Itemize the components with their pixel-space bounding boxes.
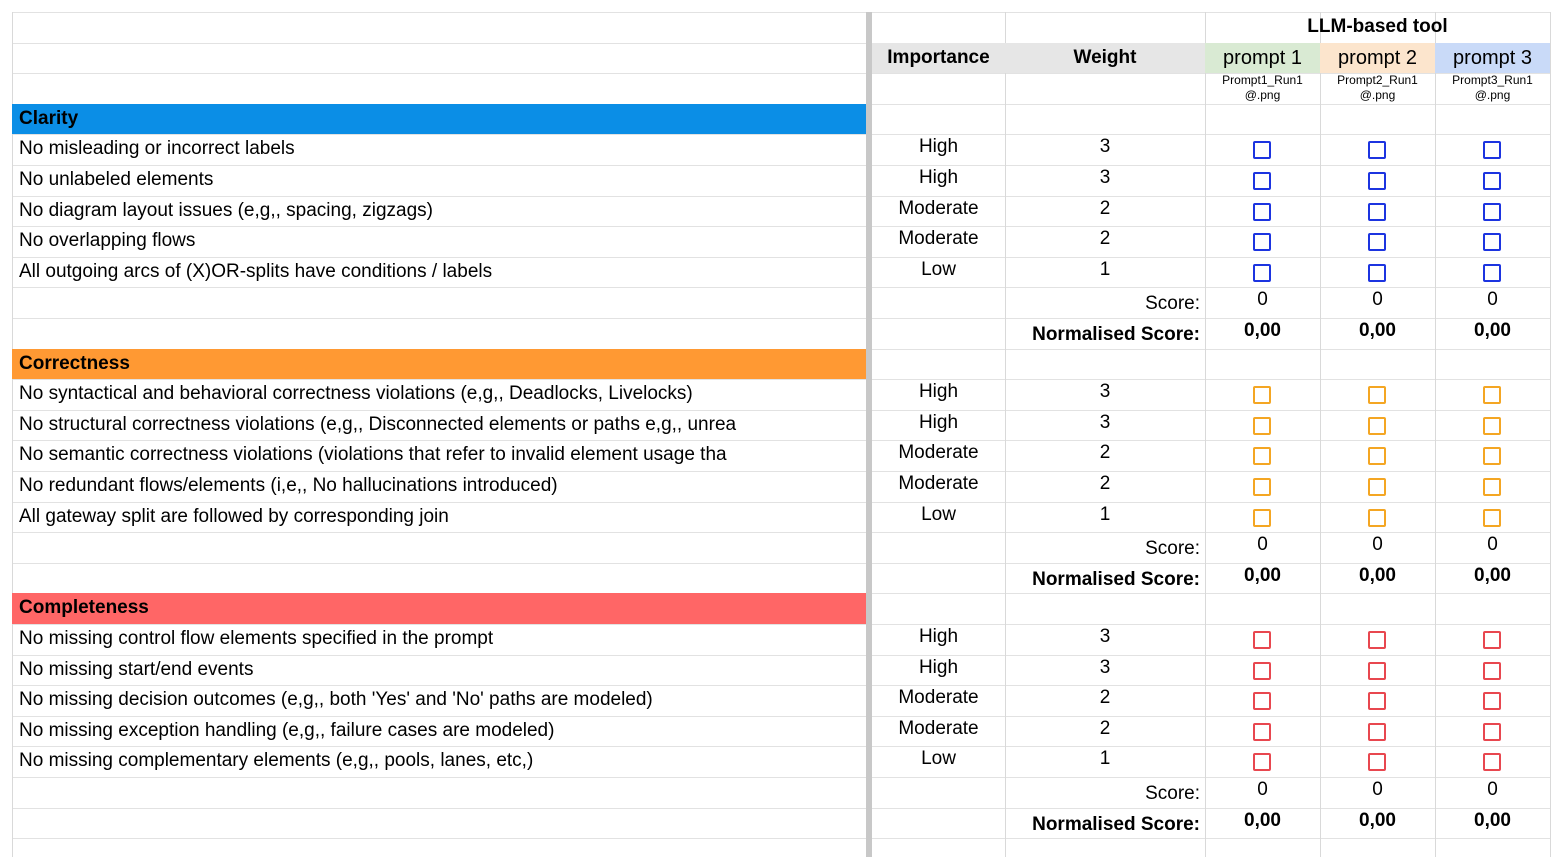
checkbox-clarity-prompt-1[interactable] xyxy=(1253,172,1271,190)
checkbox-clarity-prompt-1[interactable] xyxy=(1253,264,1271,282)
criterion-label[interactable]: No unlabeled elements xyxy=(19,169,214,190)
weight-value[interactable]: 3 xyxy=(1099,167,1111,188)
checkbox-clarity-prompt-1[interactable] xyxy=(1253,141,1271,159)
weight-value[interactable]: 1 xyxy=(1099,258,1111,280)
weight-value[interactable]: 3 xyxy=(1099,411,1111,433)
normalised-score-prompt-2[interactable]: 0,00 xyxy=(1359,809,1396,831)
checkbox-correctness-prompt-1[interactable] xyxy=(1253,386,1271,404)
importance-value[interactable]: Moderate xyxy=(898,717,979,739)
checkbox-completeness-prompt-2[interactable] xyxy=(1368,753,1386,771)
checkbox-correctness-prompt-2[interactable] xyxy=(1368,509,1386,527)
normalised-score-prompt-3[interactable]: 0,00 xyxy=(1474,320,1511,341)
importance-value[interactable]: Low xyxy=(921,258,956,280)
checkbox-clarity-prompt-3[interactable] xyxy=(1483,141,1501,159)
importance-value[interactable]: High xyxy=(918,167,959,188)
criterion-label[interactable]: No misleading or incorrect labels xyxy=(19,138,295,160)
importance-value[interactable]: Moderate xyxy=(898,687,979,709)
prompt-2-header[interactable]: prompt 2 xyxy=(1320,43,1435,74)
normalised-score-prompt-1[interactable]: 0,00 xyxy=(1244,564,1281,586)
checkbox-correctness-prompt-3[interactable] xyxy=(1483,417,1501,435)
checkbox-correctness-prompt-3[interactable] xyxy=(1483,447,1501,465)
criterion-label[interactable]: No semantic correctness violations (violations that refer to invalid element usage tha xyxy=(19,444,727,466)
normalised-score-prompt-3[interactable]: 0,00 xyxy=(1474,809,1511,831)
grid-col-line xyxy=(1320,12,1321,857)
importance-value[interactable]: High xyxy=(918,136,959,158)
weight-value[interactable]: 1 xyxy=(1099,503,1111,525)
criterion-label[interactable]: No overlapping flows xyxy=(19,230,196,252)
criterion-label[interactable]: No missing complementary elements (e,g,, pools, lanes, etc,) xyxy=(19,750,534,772)
prompt-2-file-label: Prompt2_Run1 @.png xyxy=(1337,73,1418,103)
checkbox-completeness-prompt-1[interactable] xyxy=(1253,662,1271,680)
section-header-correctness: Correctness xyxy=(12,349,866,380)
weight-value[interactable]: 2 xyxy=(1099,687,1111,709)
weight-value[interactable]: 3 xyxy=(1099,136,1111,158)
checkbox-completeness-prompt-2[interactable] xyxy=(1368,692,1386,710)
criterion-label[interactable]: No structural correctness violations (e,g,, Disconnected elements or paths e,g,, unrea xyxy=(19,413,737,435)
checkbox-clarity-prompt-3[interactable] xyxy=(1483,264,1501,282)
checkbox-correctness-prompt-3[interactable] xyxy=(1483,509,1501,527)
normalised-score-prompt-2[interactable]: 0,00 xyxy=(1359,564,1396,586)
criterion-label[interactable]: No missing control flow elements specified in the prompt xyxy=(19,628,494,649)
normalised-score-prompt-2[interactable]: 0,00 xyxy=(1359,320,1396,341)
importance-value[interactable]: High xyxy=(918,381,959,403)
importance-value[interactable]: High xyxy=(918,411,959,433)
normalised-score-prompt-1[interactable]: 0,00 xyxy=(1244,320,1281,341)
checkbox-correctness-prompt-2[interactable] xyxy=(1368,386,1386,404)
criterion-label[interactable]: No missing decision outcomes (e,g,, both 'Yes' and 'No' paths are modeled) xyxy=(19,689,653,711)
checkbox-clarity-prompt-1[interactable] xyxy=(1253,203,1271,221)
weight-value[interactable]: 3 xyxy=(1099,656,1111,678)
score-value-prompt-2[interactable]: 0 xyxy=(1372,779,1383,800)
normalised-score-label: Normalised Score: xyxy=(1032,324,1200,345)
checkbox-clarity-prompt-3[interactable] xyxy=(1483,203,1501,221)
criterion-label[interactable]: No diagram layout issues (e,g,, spacing, zigzags) xyxy=(19,199,433,221)
score-value-prompt-1[interactable]: 0 xyxy=(1257,534,1268,556)
prompt-1-file-label: Prompt1_Run1 @.png xyxy=(1222,73,1303,103)
checkbox-completeness-prompt-3[interactable] xyxy=(1483,723,1501,741)
criterion-label[interactable]: All gateway split are followed by corresponding join xyxy=(19,505,449,527)
weight-value[interactable]: 2 xyxy=(1099,197,1111,219)
checkbox-correctness-prompt-2[interactable] xyxy=(1368,417,1386,435)
score-label: Score: xyxy=(1145,783,1200,804)
weight-column-header: Weight xyxy=(1005,43,1205,74)
normalised-score-label: Normalised Score: xyxy=(1032,568,1200,590)
score-value-prompt-3[interactable]: 0 xyxy=(1487,289,1498,311)
checkbox-completeness-prompt-3[interactable] xyxy=(1483,631,1501,649)
score-value-prompt-2[interactable]: 0 xyxy=(1372,289,1383,311)
criterion-label[interactable]: No missing exception handling (e,g,, failure cases are modeled) xyxy=(19,719,555,741)
checkbox-completeness-prompt-3[interactable] xyxy=(1483,753,1501,771)
checkbox-completeness-prompt-2[interactable] xyxy=(1368,662,1386,680)
checkbox-correctness-prompt-1[interactable] xyxy=(1253,509,1271,527)
checkbox-completeness-prompt-1[interactable] xyxy=(1253,723,1271,741)
normalised-score-label: Normalised Score: xyxy=(1032,813,1200,835)
checkbox-clarity-prompt-3[interactable] xyxy=(1483,233,1501,251)
importance-value[interactable]: High xyxy=(918,626,959,647)
checkbox-clarity-prompt-3[interactable] xyxy=(1483,172,1501,190)
checkbox-clarity-prompt-2[interactable] xyxy=(1368,141,1386,159)
checkbox-clarity-prompt-2[interactable] xyxy=(1368,264,1386,282)
section-header-completeness: Completeness xyxy=(12,593,866,624)
weight-value[interactable]: 2 xyxy=(1099,473,1111,494)
score-value-prompt-1[interactable]: 0 xyxy=(1257,289,1268,311)
importance-value[interactable]: Moderate xyxy=(898,442,979,464)
weight-value[interactable]: 3 xyxy=(1099,381,1111,403)
checkbox-correctness-prompt-2[interactable] xyxy=(1368,478,1386,496)
normalised-score-prompt-1[interactable]: 0,00 xyxy=(1244,809,1281,831)
checkbox-completeness-prompt-3[interactable] xyxy=(1483,662,1501,680)
weight-value[interactable]: 2 xyxy=(1099,442,1111,464)
importance-value[interactable]: Moderate xyxy=(898,228,979,250)
criterion-label[interactable]: No redundant flows/elements (i,e,, No hallucinations introduced) xyxy=(19,475,558,496)
grid-col-line xyxy=(1205,12,1206,857)
checkbox-correctness-prompt-2[interactable] xyxy=(1368,447,1386,465)
score-value-prompt-3[interactable]: 0 xyxy=(1487,779,1498,800)
checkbox-clarity-prompt-2[interactable] xyxy=(1368,233,1386,251)
criterion-label[interactable]: No syntactical and behavioral correctness violations (e,g,, Deadlocks, Livelocks) xyxy=(19,383,693,405)
criterion-label[interactable]: All outgoing arcs of (X)OR-splits have conditions / labels xyxy=(19,260,493,282)
grid-col-line xyxy=(1550,12,1551,857)
checkbox-completeness-prompt-1[interactable] xyxy=(1253,631,1271,649)
checkbox-completeness-prompt-2[interactable] xyxy=(1368,723,1386,741)
normalised-score-prompt-3[interactable]: 0,00 xyxy=(1474,564,1511,586)
importance-value[interactable]: Low xyxy=(921,503,956,525)
checkbox-clarity-prompt-2[interactable] xyxy=(1368,203,1386,221)
importance-value[interactable]: Low xyxy=(921,748,956,770)
importance-value[interactable]: Moderate xyxy=(898,197,979,219)
score-label: Score: xyxy=(1145,538,1200,560)
checkbox-correctness-prompt-1[interactable] xyxy=(1253,417,1271,435)
weight-value[interactable]: 3 xyxy=(1099,626,1111,647)
importance-value[interactable]: Moderate xyxy=(898,473,979,494)
checkbox-completeness-prompt-1[interactable] xyxy=(1253,753,1271,771)
prompt-3-file-label: Prompt3_Run1 @.png xyxy=(1452,73,1533,103)
checkbox-correctness-prompt-1[interactable] xyxy=(1253,478,1271,496)
checkbox-correctness-prompt-3[interactable] xyxy=(1483,386,1501,404)
importance-column-header: Importance xyxy=(872,43,1005,74)
criterion-label[interactable]: No missing start/end events xyxy=(19,658,254,680)
checkbox-completeness-prompt-3[interactable] xyxy=(1483,692,1501,710)
checkbox-completeness-prompt-1[interactable] xyxy=(1253,692,1271,710)
score-value-prompt-2[interactable]: 0 xyxy=(1372,534,1383,556)
checkbox-correctness-prompt-3[interactable] xyxy=(1483,478,1501,496)
prompt-1-header[interactable]: prompt 1 xyxy=(1205,43,1320,74)
importance-value[interactable]: High xyxy=(918,656,959,678)
checkbox-clarity-prompt-1[interactable] xyxy=(1253,233,1271,251)
grid-col-line xyxy=(1435,12,1436,857)
score-value-prompt-3[interactable]: 0 xyxy=(1487,534,1498,556)
weight-value[interactable]: 2 xyxy=(1099,717,1111,739)
checkbox-completeness-prompt-2[interactable] xyxy=(1368,631,1386,649)
checkbox-correctness-prompt-1[interactable] xyxy=(1253,447,1271,465)
llm-tool-group-header: LLM-based tool xyxy=(1307,16,1448,37)
section-header-clarity: Clarity xyxy=(12,104,866,135)
prompt-3-header[interactable]: prompt 3 xyxy=(1435,43,1550,74)
score-value-prompt-1[interactable]: 0 xyxy=(1257,779,1268,800)
weight-value[interactable]: 1 xyxy=(1099,748,1111,770)
checkbox-clarity-prompt-2[interactable] xyxy=(1368,172,1386,190)
weight-value[interactable]: 2 xyxy=(1099,228,1111,250)
score-label: Score: xyxy=(1145,293,1200,315)
